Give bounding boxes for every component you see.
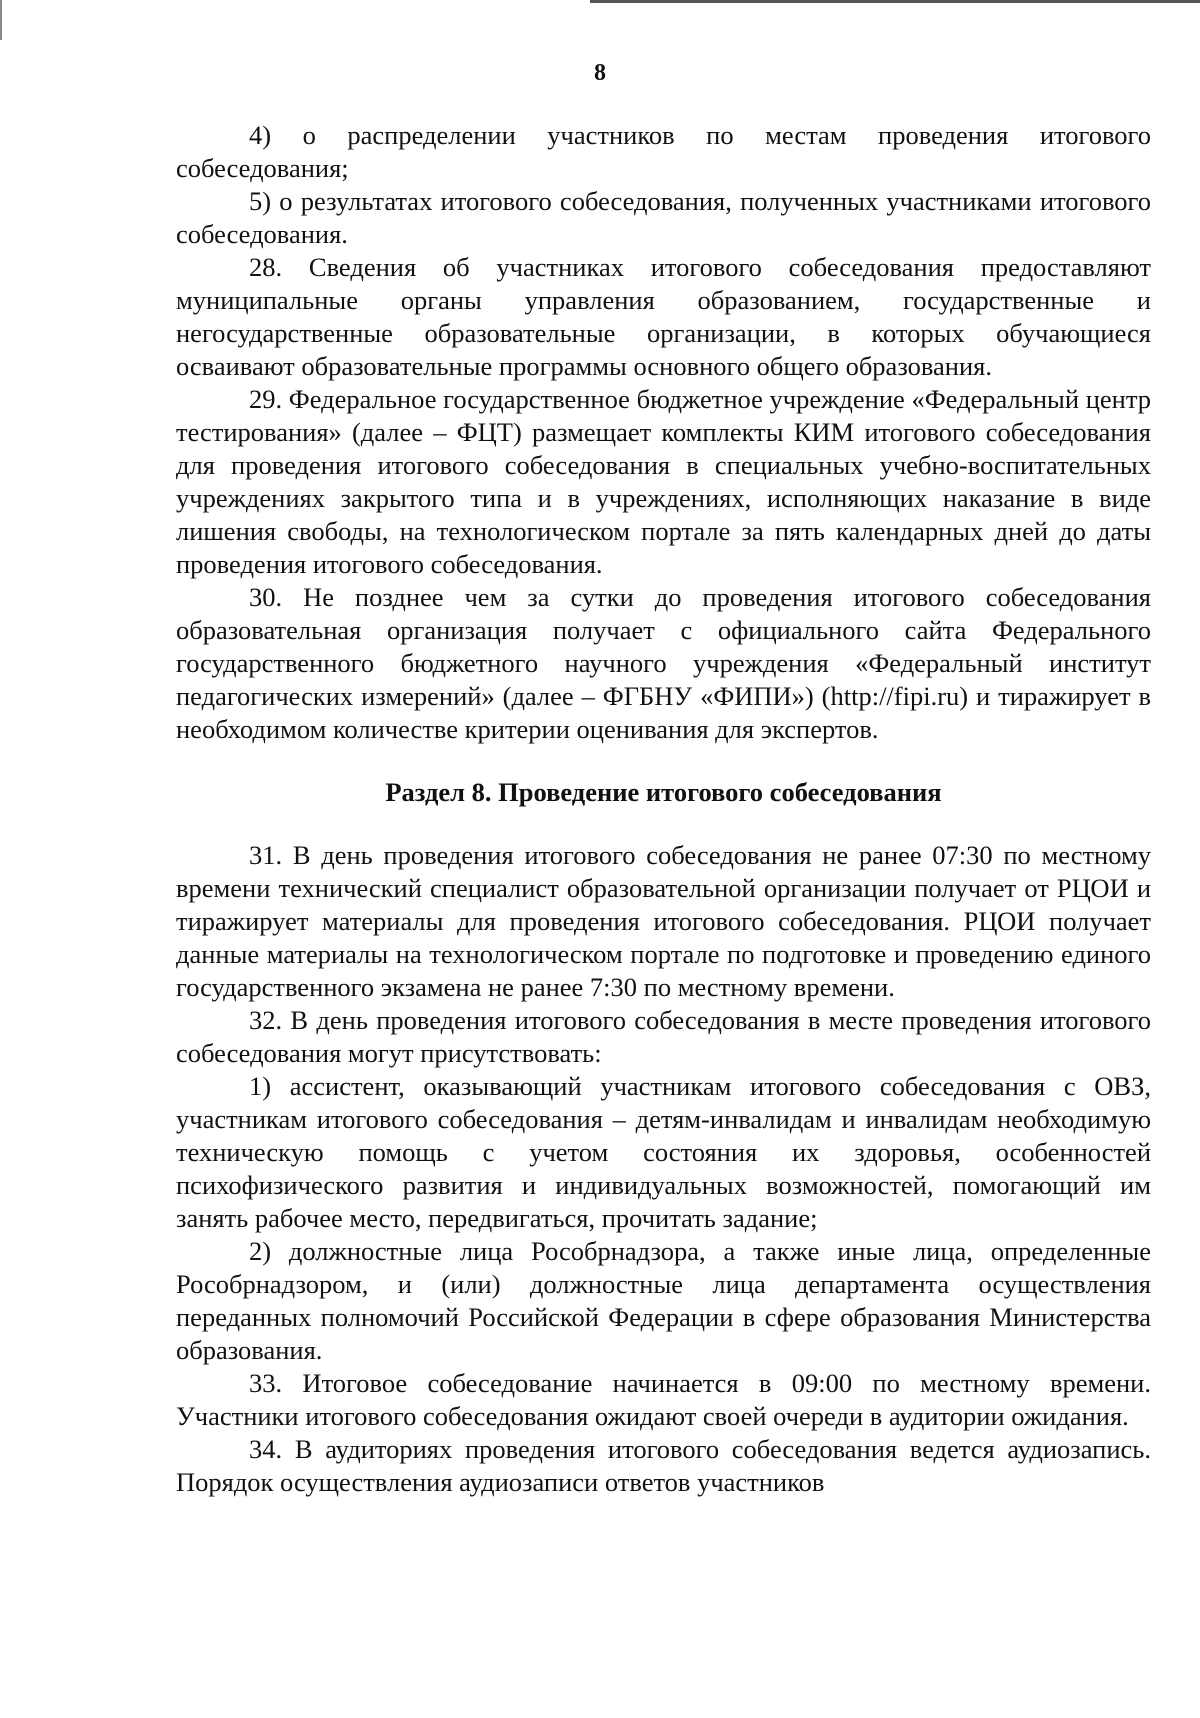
paragraph-34: 34. В аудиториях проведения итогового собеседования ведется аудиозапись. Порядок осуществления аудиозаписи ответов участников — [176, 1434, 1151, 1497]
paragraph-5: 5) о результатах итогового собеседования, полученных участниками итогового собеседования. — [176, 186, 1151, 249]
document-body — [176, 119, 1151, 1499]
paragraph-33: 33. Итоговое собеседование начинается в 09:00 по местному времени. Участники итогового собеседования ожидают своей очереди в аудитории ожидания. — [176, 1368, 1151, 1431]
paragraph-4: 4) о распределении участников по местам проведения итогового собеседования; — [176, 120, 1151, 183]
paragraph-29: 29. Федеральное государственное бюджетное учреждение «Федеральный центр тестирования» (далее – ФЦТ) размещает комплекты КИМ итогового собеседования для проведения итогового собеседования в специальных учебно-воспитательных учреждениях закрытого типа и в учреждениях, исполняющих наказание в виде лишения свободы, на технологическом портале за пять календарных дней до даты проведения итогового собеседования. — [176, 384, 1151, 579]
paragraph-32: 32. В день проведения итогового собеседования в месте проведения итогового собеседования могут присутствовать: — [176, 1005, 1151, 1068]
paragraph-31: 31. В день проведения итогового собеседования не ранее 07:30 по местному времени технический специалист образовательной организации получает от РЦОИ и тиражирует материалы для проведения итогового собеседования. РЦОИ получает данные материалы на технологическом портале по подготовке и проведению единого государственного экзамена не ранее 7:30 по местному времени. — [176, 840, 1151, 1002]
paragraph-32-item-1: 1) ассистент, оказывающий участникам итогового собеседования с ОВЗ, участникам итогового собеседования – детям-инвалидам и инвалидам необходимую техническую помощь с учетом состояния их здоровья, особенностей психофизического развития и индивидуальных возможностей, помогающий им занять рабочее место, передвигаться, прочитать задание; — [176, 1071, 1151, 1233]
paragraph-30: 30. Не позднее чем за сутки до проведения итогового собеседования образовательная организация получает с официального сайта Федерального государственного бюджетного научного учреждения «Федеральный институт педагогических измерений» (далее – ФГБНУ «ФИПИ») (http://fipi.ru) и тиражирует в необходимом количестве критерии оценивания для экспертов. — [176, 582, 1151, 744]
scan-edge-top — [590, 0, 1200, 3]
scan-edge-left — [0, 0, 2, 40]
section-heading: Раздел 8. Проведение итогового собеседования — [385, 777, 942, 807]
paragraph-32-item-2: 2) должностные лица Рособрнадзора, а также иные лица, определенные Рособрнадзором, и (или) должностные лица департамента осуществления переданных полномочий Российской Федерации в сфере образования Министерства образования. — [176, 1236, 1151, 1365]
paragraph-28: 28. Сведения об участниках итогового собеседования предоставляют муниципальные органы управления образованием, государственные и негосударственные образовательные организации, в которых обучающиеся осваивают образовательные программы основного общего образования. — [176, 252, 1151, 381]
page-number: 8 — [594, 60, 606, 86]
